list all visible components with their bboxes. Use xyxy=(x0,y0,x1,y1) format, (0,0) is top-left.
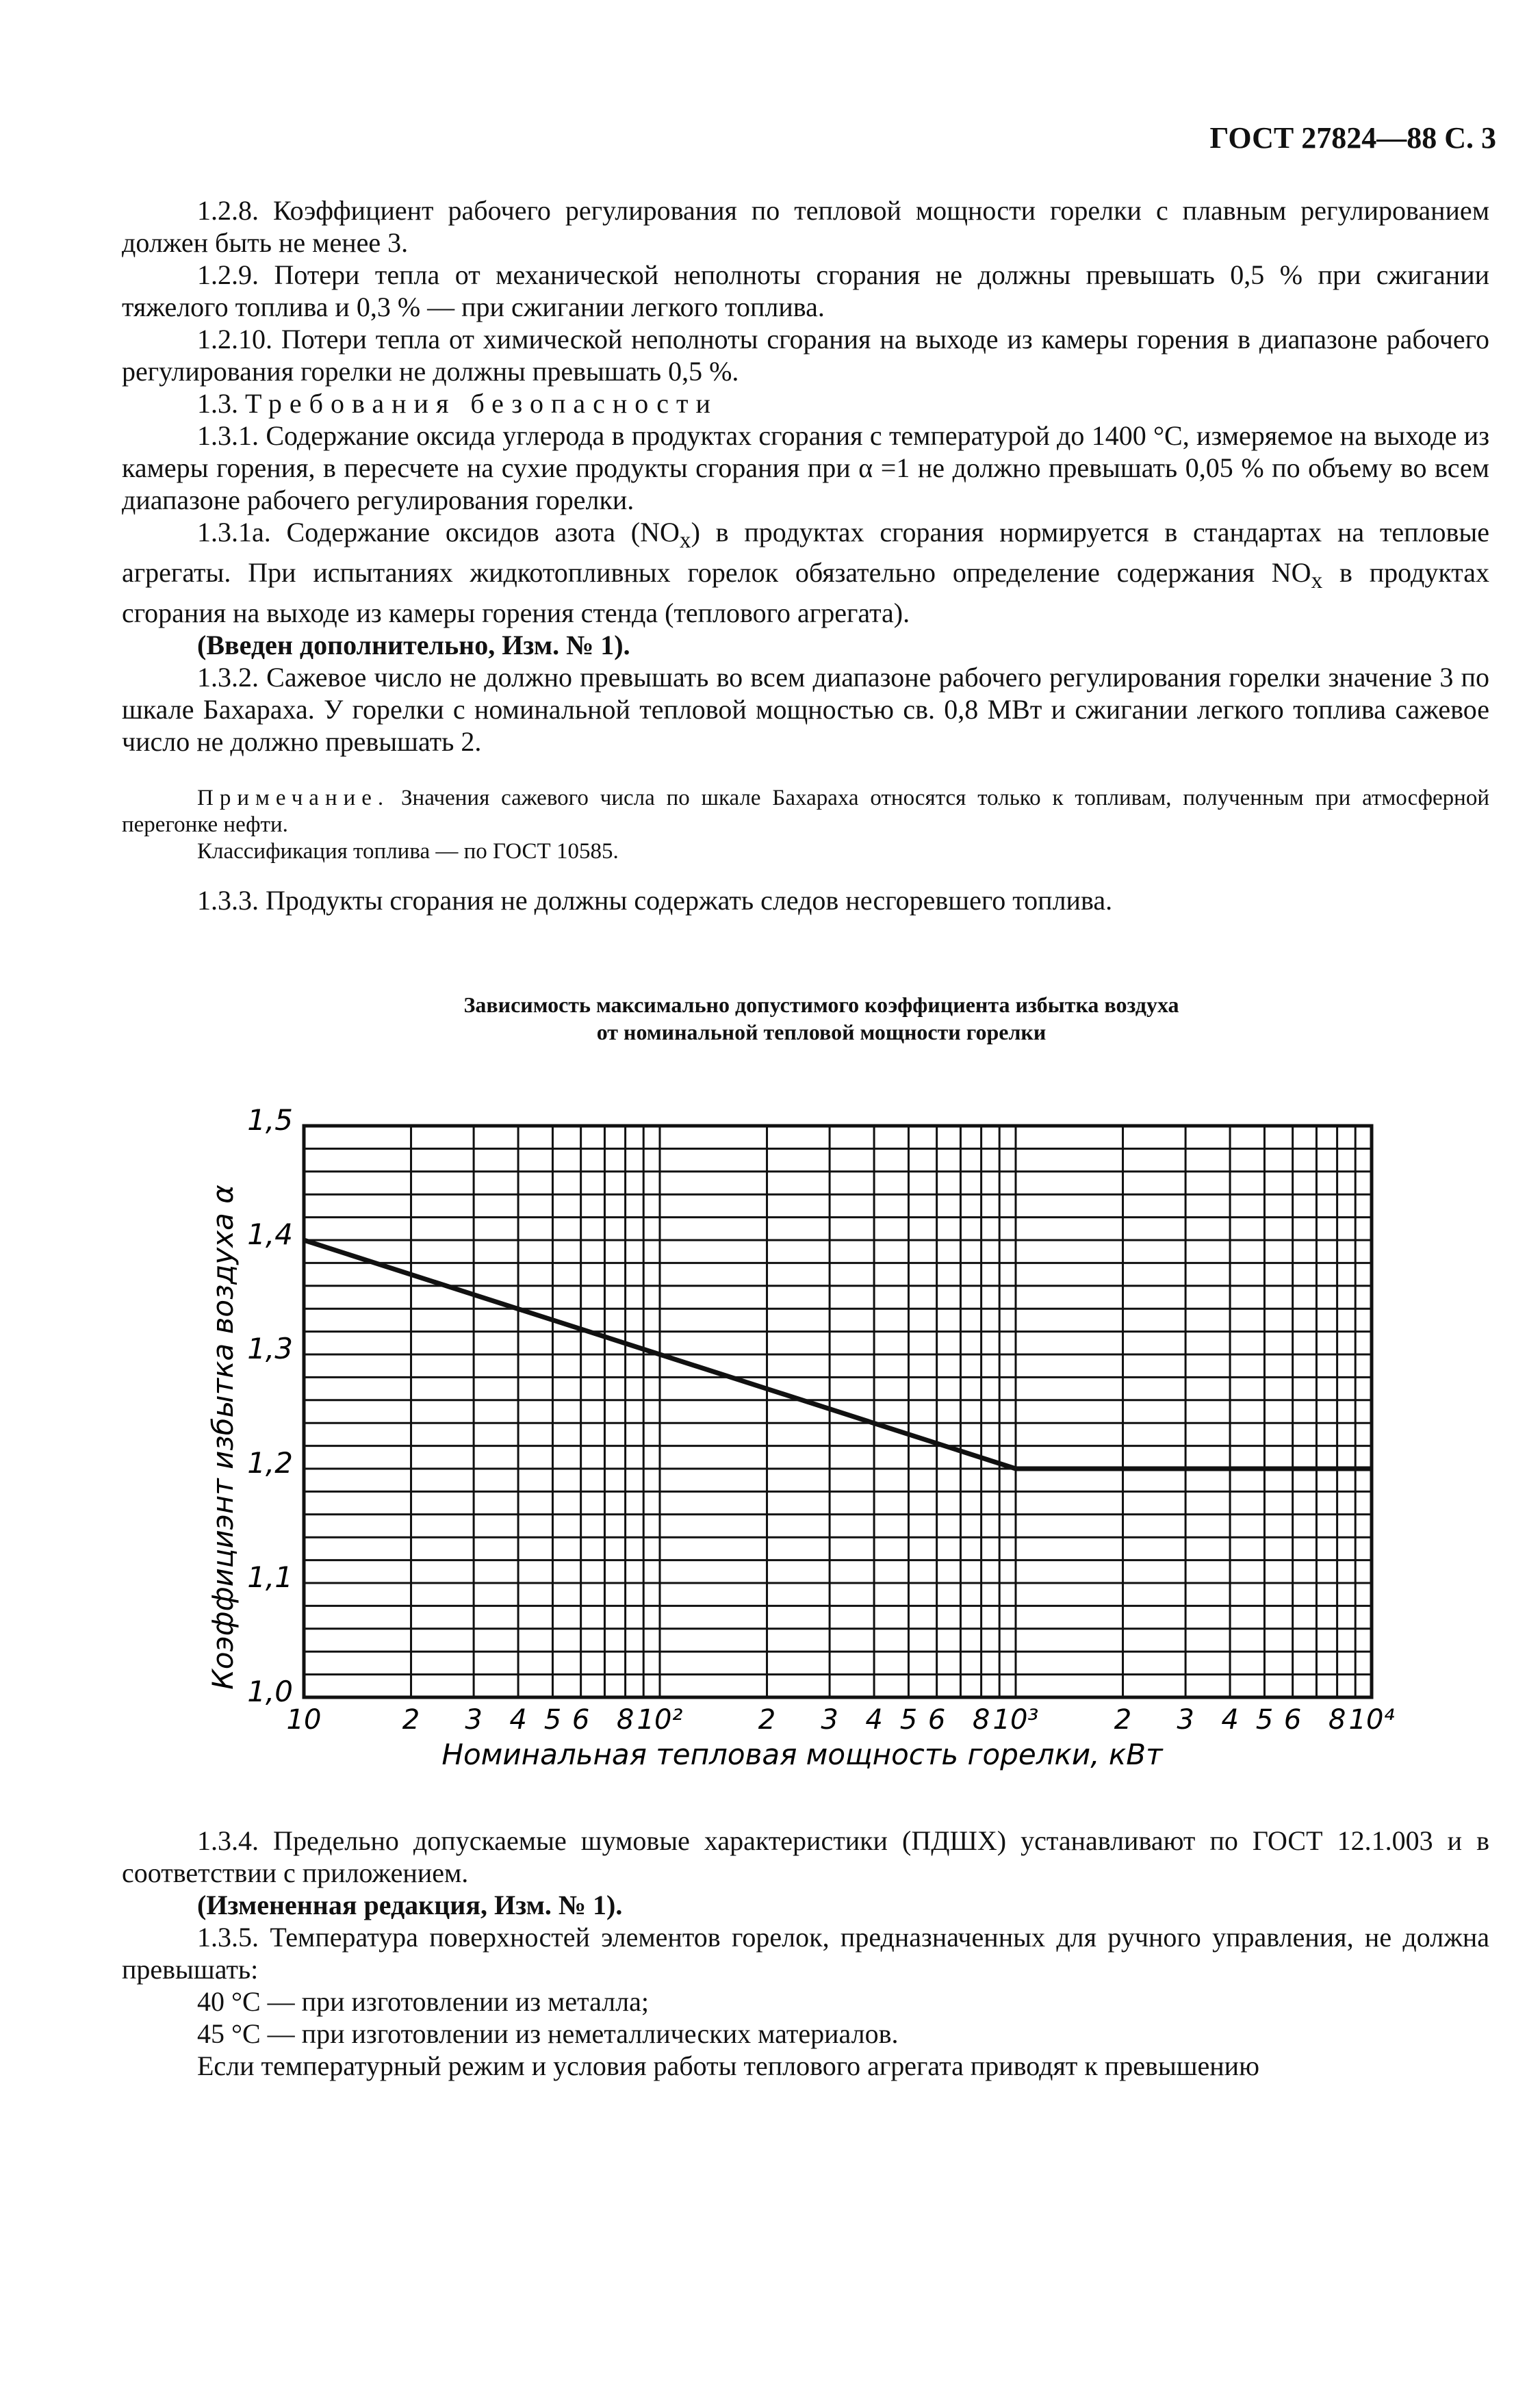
paragraph-1-3-5-a: 40 °С — при изготовлении из металла; xyxy=(197,1986,649,2017)
x-tick-label: 6 xyxy=(1283,1704,1302,1736)
x-tick-label: 2 xyxy=(1114,1704,1132,1736)
paragraph-1-3-2: 1.3.2. Сажевое число не должно превышать во всем диапазоне рабочего регулирования горелки значение 3 по шкале Бахараха. У горелки с номинальной тепловой мощностью св. 0,8 МВт и сжигании легкого топлива сажевое число не должно превышать 2. xyxy=(122,662,1489,757)
x-tick-label: 3 xyxy=(465,1704,483,1736)
x-tick-label: 5 xyxy=(899,1704,918,1736)
paragraph-1-3-4: 1.3.4. Предельно допускаемые шумовые характеристики (ПДШХ) устанавливают по ГОСТ 12.1.003 и в соответствии с приложением. xyxy=(122,1825,1489,1888)
x-tick-label: 10⁴ xyxy=(1348,1704,1395,1736)
x-tick-label: 4 xyxy=(1221,1704,1239,1736)
x-tick-label: 2 xyxy=(402,1704,420,1736)
paragraph-1-2-8: 1.2.8. Коэффициент рабочего регулирования по тепловой мощности горелки с плавным регулированием должен быть не менее 3. xyxy=(122,195,1489,258)
subscript-x-2: x xyxy=(1311,568,1323,593)
amendment-note-1: (Введен дополнительно, Изм. № 1). xyxy=(197,630,630,660)
x-tick-label: 6 xyxy=(572,1704,590,1736)
paragraph-1-3-5-b: 45 °С — при изготовлении из неметаллических материалов. xyxy=(197,2018,899,2049)
chart-tick-labels xyxy=(247,1103,1394,1736)
y-axis-label: Коэффициэнт избытка воздуха α xyxy=(206,1185,240,1690)
x-tick-label: 4 xyxy=(509,1704,527,1736)
y-tick-label: 1,5 xyxy=(247,1103,293,1137)
note-text: Значения сажевого числа по шкале Бахараха относятся только к топливам, полученным при атмосферной перегонке нефти. xyxy=(122,786,1489,837)
x-tick-label: 2 xyxy=(758,1704,776,1736)
x-tick-label: 4 xyxy=(865,1704,883,1736)
x-tick-label: 10³ xyxy=(992,1704,1039,1736)
x-tick-label: 8 xyxy=(972,1704,990,1736)
y-tick-label: 1,2 xyxy=(247,1446,293,1480)
x-axis-label: Номинальная тепловая мощность горелки, кВт xyxy=(441,1738,1163,1771)
paragraph-1-3-1: 1.3.1. Содержание оксида углерода в продуктах сгорания с температурой до 1400 °С, измеряемое на выходе из камеры горения, в пересчете на сухие продукты сгорания при α =1 не должно превышать 0,05 % по объему во всем диапазоне рабочего регулирования горелки. xyxy=(122,420,1489,515)
chart-title-line-2: от номинальной тепловой мощности горелки xyxy=(596,1020,1047,1044)
paragraph-1-3-1a-part2: ) в продуктах сгорания нормируется в стандартах на тепловые агрегаты. При испытаниях жидкотопливных горелок обязательно определение содержания NO xyxy=(122,517,1489,588)
x-tick-label: 8 xyxy=(1328,1704,1346,1736)
paragraph-1-3-3: 1.3.3. Продукты сгорания не должны содержать следов несгоревшего топлива. xyxy=(197,885,1113,916)
paragraph-1-3-1a-part3: в продуктах сгорания на выходе из камеры горения стенда (теплового агрегата). xyxy=(122,557,1489,628)
x-tick-label: 5 xyxy=(1255,1704,1274,1736)
x-tick-label: 8 xyxy=(616,1704,634,1736)
note-label: Примечание. xyxy=(197,786,390,810)
amendment-note-2: (Измененная редакция, Изм. № 1). xyxy=(197,1890,623,1920)
y-tick-label: 1,4 xyxy=(247,1218,293,1251)
x-tick-label: 6 xyxy=(927,1704,946,1736)
y-tick-label: 1,3 xyxy=(247,1332,293,1365)
x-tick-label: 10 xyxy=(286,1704,322,1736)
x-tick-label: 3 xyxy=(1177,1704,1194,1736)
section-number: 1.3. xyxy=(197,388,238,419)
paragraph-1-3-5: 1.3.5. Температура поверхностей элементов горелок, предназначенных для ручного управления, не должна превышать: xyxy=(122,1922,1489,1985)
paragraph-1-2-10: 1.2.10. Потери тепла от химической неполноты сгорания на выходе из камеры горения в диапазоне рабочего регулирования горелки не должны превышать 0,5 %. xyxy=(122,324,1489,387)
paragraph-1-2-9: 1.2.9. Потери тепла от механической неполноты сгорания не должны превышать 0,5 % при сжигании тяжелого топлива и 0,3 % — при сжигании легкого топлива. xyxy=(122,259,1489,322)
fuel-classification: Классификация топлива — по ГОСТ 10585. xyxy=(197,839,619,864)
section-text-bottom xyxy=(122,1825,1489,2082)
paragraph-1-3-5-c: Если температурный режим и условия работы теплового агрегата приводят к превышению xyxy=(197,2050,1259,2081)
x-tick-label: 5 xyxy=(543,1704,562,1736)
subscript-x: x xyxy=(679,528,691,553)
paragraph-1-3-1a-part1: 1.3.1а. Содержание оксидов азота (NO xyxy=(197,517,680,548)
page-header: ГОСТ 27824—88 С. 3 xyxy=(1209,121,1496,155)
x-tick-label: 3 xyxy=(821,1704,838,1736)
section-title: Требования безопасности xyxy=(245,388,718,419)
y-tick-label: 1,0 xyxy=(247,1675,293,1708)
y-tick-label: 1,1 xyxy=(247,1560,293,1594)
chart-title-line-1: Зависимость максимально допустимого коэффициента избытка воздуха xyxy=(463,992,1179,1017)
x-tick-label: 10² xyxy=(637,1704,683,1736)
